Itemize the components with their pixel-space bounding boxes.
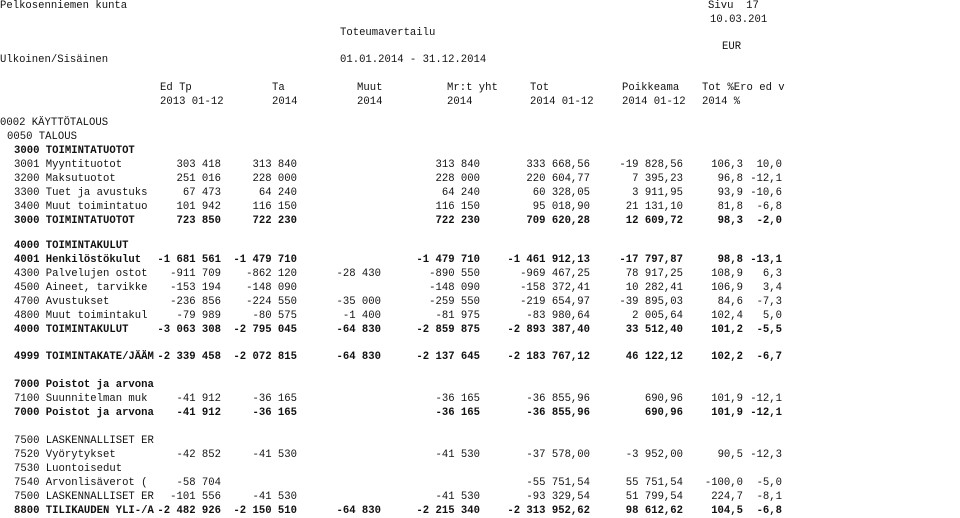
table-row (0, 477, 960, 490)
row-value: -64 830 (336, 324, 381, 336)
row-label: 0002 KÄYTTÖTALOUS (0, 117, 109, 129)
row-label: 3400 Muut toimintatuo (14, 201, 148, 213)
row-value: 67 473 (182, 187, 221, 199)
row-value: -36 165 (252, 393, 297, 405)
row-label: 7530 Luontoisedut (14, 463, 123, 475)
row-value: -64 830 (336, 351, 381, 363)
table-row (0, 117, 960, 130)
row-value: -36 855,96 (526, 407, 590, 419)
row-value: -2 183 767,12 (507, 351, 590, 363)
table-row (0, 393, 960, 406)
row-value: 98,3 (717, 215, 743, 227)
row-value: -6,7 (756, 351, 782, 363)
col-header-tot: Tot (530, 82, 550, 94)
row-label: 7000 Poistot ja arvona (14, 379, 154, 391)
row-value: 106,9 (711, 282, 743, 294)
row-value: -35 000 (336, 296, 381, 308)
row-value: 3 911,95 (632, 187, 683, 199)
row-value: 21 131,10 (625, 201, 683, 213)
row-value: 96,8 (717, 173, 743, 185)
table-row (0, 505, 960, 518)
row-value: 6,3 (762, 268, 782, 280)
row-value: 102,4 (711, 310, 743, 322)
table-row (0, 282, 960, 295)
row-value: 84,6 (717, 296, 743, 308)
table-row (0, 351, 960, 364)
org-name: Pelkosenniemen kunta (0, 0, 128, 12)
row-value: 101,9 (711, 407, 743, 419)
row-value: -41 530 (252, 449, 297, 461)
row-value: 228 000 (435, 173, 480, 185)
row-value: -5,0 (756, 477, 782, 489)
row-value: -3 063 308 (157, 324, 221, 336)
row-value: -36 855,96 (526, 393, 590, 405)
row-value: -2 150 510 (233, 505, 297, 517)
row-value: -12,3 (750, 449, 782, 461)
row-value: -911 709 (170, 268, 221, 280)
row-value: -36 165 (435, 393, 480, 405)
table-row (0, 407, 960, 420)
table-row (0, 145, 960, 158)
row-value: 51 799,54 (625, 491, 683, 503)
col-header-edtp: Ed Tp (160, 82, 192, 94)
row-value: -259 550 (429, 296, 480, 308)
report-date: 10.03.201 (710, 14, 768, 26)
row-value: -158 372,41 (520, 282, 590, 294)
row-value: -6,8 (756, 201, 782, 213)
row-value: -41 530 (435, 449, 480, 461)
row-value: -93 329,54 (526, 491, 590, 503)
row-value: 5,0 (762, 310, 782, 322)
row-label: 4800 Muut toimintakul (14, 310, 148, 322)
row-value: -1 400 (342, 310, 381, 322)
row-value: -1 461 912,13 (507, 254, 590, 266)
table-row (0, 254, 960, 267)
row-value: -58 704 (176, 477, 221, 489)
row-value: 690,96 (644, 393, 683, 405)
col-header-ta: Ta (272, 82, 285, 94)
row-value: -7,3 (756, 296, 782, 308)
row-value: 101,2 (711, 324, 743, 336)
row-value: -2,0 (756, 215, 782, 227)
row-value: -2 859 875 (416, 324, 480, 336)
row-label: 4999 TOIMINTAKATE/JÄÄM (14, 351, 154, 363)
table-row (0, 491, 960, 504)
row-value: 709 620,28 (526, 215, 590, 227)
row-value: -3 952,00 (625, 449, 683, 461)
report-title: Toteumavertailu (340, 27, 436, 39)
row-label: 4700 Avustukset (14, 296, 110, 308)
table-row (0, 463, 960, 476)
row-value: -2 215 340 (416, 505, 480, 517)
row-value: -64 830 (336, 505, 381, 517)
row-value: -2 893 387,40 (507, 324, 590, 336)
row-value: 64 240 (258, 187, 297, 199)
row-value: 723 850 (176, 215, 221, 227)
row-value: 2 005,64 (632, 310, 683, 322)
row-value: -236 856 (170, 296, 221, 308)
row-value: -79 989 (176, 310, 221, 322)
row-value: -148 090 (246, 282, 297, 294)
row-value: 106,3 (711, 159, 743, 171)
row-value: 116 150 (252, 201, 297, 213)
row-label: 4001 Henkilöstökulut (14, 254, 142, 266)
row-value: -101 556 (170, 491, 221, 503)
row-value: -10,6 (750, 187, 782, 199)
row-value: -890 550 (429, 268, 480, 280)
row-label: 4000 TOIMINTAKULUT (14, 324, 129, 336)
row-value: 722 230 (252, 215, 297, 227)
row-value: 722 230 (435, 215, 480, 227)
row-label: 3001 Myyntituotot (14, 159, 123, 171)
table-row (0, 310, 960, 323)
row-value: -41 530 (435, 491, 480, 503)
row-value: -224 550 (246, 296, 297, 308)
table-row (0, 268, 960, 281)
row-value: 46 122,12 (625, 351, 683, 363)
row-value: 224,7 (711, 491, 743, 503)
table-row (0, 201, 960, 214)
table-row (0, 296, 960, 309)
row-value: 102,2 (711, 351, 743, 363)
row-value: 313 840 (252, 159, 297, 171)
row-value: -1 681 561 (157, 254, 221, 266)
row-value: -1 479 710 (233, 254, 297, 266)
row-value: -6,8 (756, 505, 782, 517)
table-row (0, 435, 960, 448)
table-row (0, 324, 960, 337)
col-subheader-ta: 2014 (272, 96, 298, 108)
row-value: -12,1 (750, 173, 782, 185)
row-value: -41 530 (252, 491, 297, 503)
row-label: 4500 Aineet, tarvikke (14, 282, 148, 294)
table-row (0, 449, 960, 462)
row-value: 3,4 (762, 282, 782, 294)
table-row (0, 379, 960, 392)
row-label: 3000 TOIMINTATUOTOT (14, 215, 135, 227)
row-value: -13,1 (750, 254, 782, 266)
row-value: -100,0 (704, 477, 743, 489)
row-label: 7500 LASKENNALLISET ER (14, 491, 154, 503)
row-value: -83 980,64 (526, 310, 590, 322)
row-value: -36 165 (252, 407, 297, 419)
row-label: 4300 Palvelujen ostot (14, 268, 148, 280)
row-value: -2 072 815 (233, 351, 297, 363)
row-value: -55 751,54 (526, 477, 590, 489)
row-value: 690,96 (644, 407, 683, 419)
table-row (0, 215, 960, 228)
row-value: -17 797,87 (619, 254, 683, 266)
row-value: -2 137 645 (416, 351, 480, 363)
row-value: 95 018,90 (532, 201, 590, 213)
table-row (0, 338, 960, 351)
row-value: 98,8 (717, 254, 743, 266)
row-label: 3200 Maksutuotot (14, 173, 116, 185)
scope-label: Ulkoinen/Sisäinen (0, 54, 109, 66)
col-header-mrt: Mr:t yht (447, 82, 498, 94)
col-subheader-totpct: 2014 % (702, 96, 741, 108)
col-subheader-poikkeama: 2014 01-12 (622, 96, 686, 108)
row-value: 78 917,25 (625, 268, 683, 280)
col-subheader-tot: 2014 01-12 (530, 96, 594, 108)
row-value: 333 668,56 (526, 159, 590, 171)
row-value: 98 612,62 (625, 505, 683, 517)
row-value: -2 795 045 (233, 324, 297, 336)
row-label: 8800 TILIKAUDEN YLI-/A (14, 505, 154, 517)
row-value: 55 751,54 (625, 477, 683, 489)
table-row (0, 131, 960, 144)
row-label: 7540 Arvonlisäverot ( (14, 477, 148, 489)
row-value: -148 090 (429, 282, 480, 294)
row-label: 4000 TOIMINTAKULUT (14, 240, 129, 252)
row-value: -81 975 (435, 310, 480, 322)
page-number: Sivu 17 (708, 0, 759, 12)
row-value: 313 840 (435, 159, 480, 171)
row-value: 116 150 (435, 201, 480, 213)
row-label: 3300 Tuet ja avustuks (14, 187, 148, 199)
row-value: -36 165 (435, 407, 480, 419)
table-row (0, 365, 960, 378)
row-value: -39 895,03 (619, 296, 683, 308)
col-subheader-muut: 2014 (357, 96, 383, 108)
row-value: 104,5 (711, 505, 743, 517)
table-row (0, 421, 960, 434)
row-value: -42 852 (176, 449, 221, 461)
row-value: 101 942 (176, 201, 221, 213)
row-value: -219 654,97 (520, 296, 590, 308)
row-label: 3000 TOIMINTATUOTOT (14, 145, 135, 157)
row-value: -862 120 (246, 268, 297, 280)
col-header-muut: Muut (357, 82, 383, 94)
row-value: -41 912 (176, 393, 221, 405)
period-label: 01.01.2014 - 31.12.2014 (340, 54, 487, 66)
row-value: 251 016 (176, 173, 221, 185)
row-value: 101,9 (711, 393, 743, 405)
row-value: -2 339 458 (157, 351, 221, 363)
row-value: -12,1 (750, 393, 782, 405)
row-value: -2 313 952,62 (507, 505, 590, 517)
row-value: 81,8 (717, 201, 743, 213)
row-value: -12,1 (750, 407, 782, 419)
row-label: 7520 Vyörytykset (14, 449, 116, 461)
table-row (0, 173, 960, 186)
row-value: 90,5 (717, 449, 743, 461)
row-value: 93,9 (717, 187, 743, 199)
row-value: -969 467,25 (520, 268, 590, 280)
col-subheader-edtp: 2013 01-12 (160, 96, 224, 108)
currency-label: EUR (722, 41, 742, 53)
row-value: 10,0 (756, 159, 782, 171)
col-header-poikkeama: Poikkeama (622, 82, 680, 94)
row-value: -8,1 (756, 491, 782, 503)
row-value: 228 000 (252, 173, 297, 185)
col-subheader-mrt: 2014 (447, 96, 473, 108)
table-row (0, 187, 960, 200)
row-value: 12 609,72 (625, 215, 683, 227)
row-value: 7 395,23 (632, 173, 683, 185)
table-row (0, 159, 960, 172)
row-label: 7500 LASKENNALLISET ER (14, 435, 154, 447)
row-value: 220 604,77 (526, 173, 590, 185)
row-value: -41 912 (176, 407, 221, 419)
row-label: 0050 TALOUS (7, 131, 77, 143)
row-value: -37 578,00 (526, 449, 590, 461)
row-value: 60 328,05 (532, 187, 590, 199)
row-value: 10 282,41 (625, 282, 683, 294)
row-value: -28 430 (336, 268, 381, 280)
row-value: -5,5 (756, 324, 782, 336)
row-value: -80 575 (252, 310, 297, 322)
row-value: 108,9 (711, 268, 743, 280)
table-row (0, 240, 960, 253)
row-label: 7100 Suunnitelman muk (14, 393, 148, 405)
col-header-totpct: Tot %Ero ed v (702, 82, 785, 94)
row-value: -19 828,56 (619, 159, 683, 171)
row-value: 64 240 (441, 187, 480, 199)
row-value: -1 479 710 (416, 254, 480, 266)
row-value: 303 418 (176, 159, 221, 171)
row-value: -2 482 926 (157, 505, 221, 517)
row-label: 7000 Poistot ja arvona (14, 407, 154, 419)
row-value: 33 512,40 (625, 324, 683, 336)
row-value: -153 194 (170, 282, 221, 294)
